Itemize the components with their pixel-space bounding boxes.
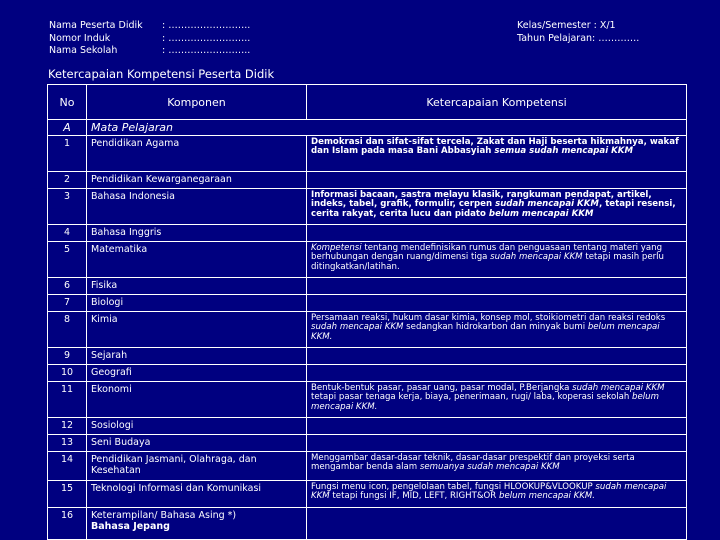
header-komponen: Komponen [87, 85, 307, 120]
ket-status-text: semua sudah mencapai KKM [494, 146, 634, 157]
section-title: Ketercapaian Kompetensi Peserta Didik [48, 67, 275, 81]
table-row [48, 418, 687, 435]
row-komponen [87, 418, 307, 435]
komponen-label: Teknologi Informasi dan Komunikasi [91, 483, 262, 494]
row-number: 15 [48, 481, 87, 508]
row-ketercapaian [307, 418, 687, 435]
komponen-label: Biologi [91, 297, 124, 308]
komponen-label: Matematika [91, 244, 148, 255]
row-number: 9 [48, 348, 87, 365]
table-row [48, 452, 687, 481]
row-ketercapaian [307, 348, 687, 365]
row-number: 2 [48, 172, 87, 189]
nama-sekolah-value: : …………………….. [162, 45, 251, 56]
row-komponen [87, 481, 307, 508]
table-row [48, 481, 687, 508]
row-number: 7 [48, 295, 87, 312]
ket-text: Informasi bacaan, sastra melayu klasik, rangkuman pendapat, artikel, indeks, tabel, grafik, formulir, cerpen [311, 190, 652, 210]
row-komponen [87, 382, 307, 418]
komponen-label: Bahasa Inggris [91, 227, 162, 238]
row-komponen [87, 172, 307, 189]
ket-text: Bentuk-bentuk pasar, pasar uang, pasar modal, P.Berjangka [311, 383, 573, 393]
row-ketercapaian [307, 508, 687, 540]
table-row [48, 295, 687, 312]
row-number: 4 [48, 225, 87, 242]
komponen-bold-label: Bahasa Jepang [91, 521, 170, 532]
row-number: 10 [48, 365, 87, 382]
nomor-induk-value: : …………………….. [162, 32, 251, 44]
row-number: 8 [48, 312, 87, 348]
row-komponen [87, 452, 307, 481]
row-number: 14 [48, 452, 87, 481]
row-ketercapaian [307, 295, 687, 312]
row-komponen [87, 225, 307, 242]
row-number: 16 [48, 508, 87, 540]
group-label: Mata Pelajaran [87, 120, 687, 136]
row-komponen [87, 435, 307, 452]
table-row [48, 508, 687, 540]
ket-status-text: belum mencapai KKM [488, 208, 594, 219]
table-row [48, 242, 687, 278]
ket-text: Persamaan reaksi, hukum dasar kimia, konsep mol, stoikiometri dan reaksi redoks [311, 313, 666, 323]
row-number: 6 [48, 278, 87, 295]
komponen-label: Keterampilan/ Bahasa Asing *) [91, 510, 237, 521]
row-komponen [87, 136, 307, 172]
row-ketercapaian [307, 481, 687, 508]
student-info-block [49, 20, 250, 58]
group-row [48, 120, 687, 136]
ket-text: tentang mendefinisikan rumus dan penguasaan tentang materi yang berhubungan dengan ruang/dimensi tiga [311, 243, 663, 263]
komponen-label: Ekonomi [91, 384, 132, 395]
row-ketercapaian [307, 136, 687, 172]
komponen-label: Geografi [91, 367, 132, 378]
kelas-semester: Kelas/Semester : X/1 [517, 20, 616, 31]
ket-text: tetapi masih perlu ditingkatkan/latihan. [311, 252, 664, 272]
row-number: 12 [48, 418, 87, 435]
table-row [48, 189, 687, 225]
ket-status-text: Kompetensi [311, 243, 362, 253]
nama-sekolah-label: Nama Sekolah [49, 45, 118, 56]
ket-text: tetapi pasar tenaga kerja, biaya, penerimaan, rugi/ laba, koperasi sekolah [311, 392, 633, 403]
row-ketercapaian [307, 225, 687, 242]
ket-status-text: sudah mencapai KKM [311, 482, 667, 502]
table-header-row [48, 85, 687, 120]
table-row [48, 435, 687, 452]
ket-status-text: semuanya sudah mencapai KKM [419, 462, 560, 473]
komponen-label: Sosiologi [91, 420, 134, 431]
row-ketercapaian [307, 382, 687, 418]
row-ketercapaian [307, 365, 687, 382]
komponen-label: Kimia [91, 314, 118, 325]
row-komponen [87, 295, 307, 312]
row-komponen [87, 278, 307, 295]
komponen-label: Fisika [91, 280, 118, 291]
nama-peserta-value: : …………………….. [162, 20, 251, 31]
ket-status-text: belum mencapai KKM. [311, 322, 660, 342]
row-ketercapaian [307, 172, 687, 189]
row-komponen [87, 312, 307, 348]
header-no: No [48, 85, 87, 120]
ket-status-text: sudah mencapai KKM [495, 199, 599, 210]
table-row [48, 172, 687, 189]
row-number: 13 [48, 435, 87, 452]
table-row [48, 348, 687, 365]
row-ketercapaian [307, 242, 687, 278]
row-number: 5 [48, 242, 87, 278]
row-ketercapaian [307, 435, 687, 452]
nomor-induk-label: Nomor Induk [49, 32, 111, 44]
group-no: A [48, 120, 87, 136]
ket-status-text: sudah mencapai KKM [490, 252, 583, 263]
komponen-label: Pendidikan Kewarganegaraan [91, 174, 232, 185]
competency-table [47, 84, 687, 540]
ket-text: sedangkan hidrokarbon dan minyak bumi [403, 322, 588, 333]
ket-status-text: sudah mencapai KKM [572, 383, 665, 393]
komponen-label: Pendidikan Jasmani, Olahraga, dan Kesehatan [91, 454, 257, 476]
komponen-label: Bahasa Indonesia [91, 191, 175, 202]
row-number: 1 [48, 136, 87, 172]
row-ketercapaian [307, 278, 687, 295]
header-ketercapaian: Ketercapaian Kompetensi [307, 85, 687, 120]
row-ketercapaian [307, 189, 687, 225]
row-komponen [87, 242, 307, 278]
class-info-block [517, 20, 639, 45]
ket-text: Fungsi menu icon, pengelolaan tabel, fungsi HLOOKUP&VLOOKUP [311, 482, 596, 492]
nama-peserta-row [49, 20, 250, 33]
row-ketercapaian [307, 312, 687, 348]
table-row [48, 225, 687, 242]
row-number: 3 [48, 189, 87, 225]
table-row [48, 278, 687, 295]
table-row [48, 136, 687, 172]
row-komponen [87, 365, 307, 382]
komponen-label: Pendidikan Agama [91, 138, 180, 149]
ket-text: tetapi fungsi IF, MID, LEFT, RIGHT&OR [329, 491, 499, 502]
ket-text: Menggambar dasar-dasar teknik, dasar-dasar prespektif dan proyeksi serta mengambar benda alam [311, 453, 635, 473]
komponen-label: Seni Budaya [91, 437, 151, 448]
row-ketercapaian [307, 452, 687, 481]
table-row [48, 312, 687, 348]
ket-status-text: sudah mencapai KKM [311, 322, 404, 333]
nomor-induk-row [49, 33, 250, 46]
ket-text: Demokrasi dan sifat-sifat tercela, Zakat dan Haji beserta hikmahnya, wakaf dan Islam pada masa Bani Abbasyiah [311, 137, 679, 157]
ket-status-text: belum mencapai KKM. [311, 392, 659, 412]
ket-status-text: belum mencapai KKM. [499, 491, 596, 502]
table-row [48, 382, 687, 418]
table-row [48, 365, 687, 382]
nama-peserta-label: Nama Peserta Didik [49, 20, 143, 31]
row-komponen [87, 508, 307, 540]
row-number: 11 [48, 382, 87, 418]
ket-text: , tetapi resensi, cerita rakyat, cerita lucu dan pidato [311, 199, 676, 219]
tahun-pelajaran: Tahun Pelajaran: …………. [517, 32, 640, 44]
nama-sekolah-row [49, 45, 250, 58]
row-komponen [87, 189, 307, 225]
komponen-label: Sejarah [91, 350, 128, 361]
row-komponen [87, 348, 307, 365]
